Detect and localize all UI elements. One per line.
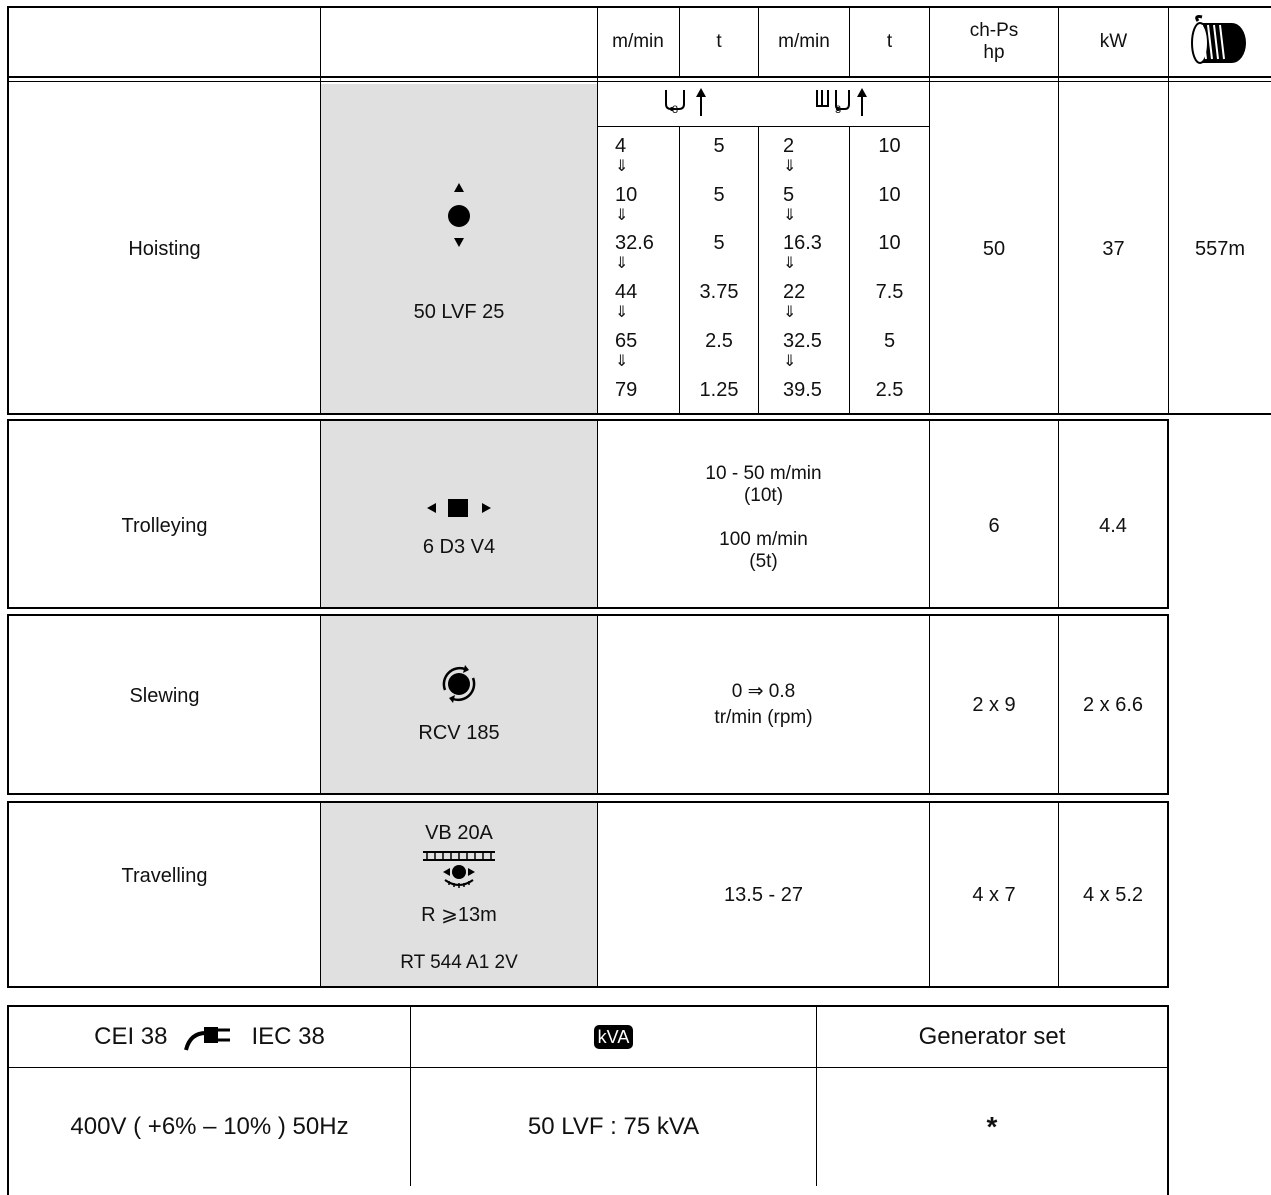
hoisting-bottom-border [7,413,1271,415]
slewing-hp: 2 x 9 [972,693,1016,716]
table-cell: 7.5 [875,281,904,303]
rotation-icon [321,664,597,704]
slewing-mechanism-cell [321,616,597,793]
left-right-arrows-square-icon [321,494,597,522]
down-arrow-icon: ⇓ [783,158,797,175]
slewing-kw: 2 x 6.6 [1082,693,1144,716]
table-cell: 10 [615,184,638,206]
speed-column-1 [597,130,679,410]
down-arrow-icon: ⇓ [615,207,629,224]
col-divider [320,616,321,793]
travelling-hp: 4 x 7 [972,883,1016,906]
reeving-sub-1: 3 [672,104,679,116]
trolleying-speed [598,452,929,584]
reeving-divider [597,126,929,127]
table-cell: 5 [883,330,896,352]
table-cell: 1.25 [699,379,739,401]
down-arrow-icon: ⇓ [783,304,797,321]
trolleying-speed-line2: (10t) [743,485,784,506]
header-speed-2: m/min [778,31,830,52]
table-cell: 10 [878,184,901,206]
down-arrow-icon: ⇓ [783,353,797,370]
header-load-2: t [886,31,893,52]
slewing-speed-line1: 0 ⇒ 0.8 [731,681,796,702]
slewing-speed-line2: tr/min (rpm) [714,707,813,728]
down-arrow-icon: ⇓ [783,207,797,224]
up-down-arrows-dot-icon [321,180,597,250]
kva-badge: kVA [594,1025,634,1049]
header-bottom-border [7,76,1271,78]
standard-right: IEC 38 [251,1023,325,1050]
down-arrow-icon: ⇓ [615,158,629,175]
table-cell: 10 [878,232,901,254]
trolleying-speed-line1: 10 - 50 m/min [705,463,822,484]
table-cell: 2 [783,135,795,157]
table-cell: 3.75 [699,281,739,303]
slewing-speed [598,670,929,740]
hook-2-falls-icon [663,88,687,118]
cable-drum-icon [1169,8,1271,76]
table-cell: 4 [615,135,627,157]
hook-4-falls-icon [814,88,852,118]
travelling-label: Travelling [121,865,208,887]
travelling-speed: 13.5 - 27 [724,883,803,906]
power-rating-value: 50 LVF : 75 kVA [527,1113,700,1140]
table-cell: 39.5 [783,379,822,401]
table-cell: 16.3 [783,232,822,254]
trolleying-speed-line4: (5t) [749,551,778,572]
speed-column-2 [759,130,849,410]
rail-bogie-icon [321,850,597,890]
load-column-2 [850,130,929,410]
up-arrow-icon [693,88,709,118]
travelling-radius: R ⩾13m [421,904,497,926]
header-load-1: t [716,31,722,52]
slewing-label: Slewing [129,685,200,707]
table-cell: 5 [713,135,725,157]
hoisting-hp: 50 [982,237,1006,260]
hoisting-model: 50 LVF 25 [413,301,505,323]
table-cell: 32.6 [615,232,654,254]
table-cell: 65 [615,330,638,352]
up-arrow-icon [854,88,870,118]
trolleying-model: 6 D3 V4 [422,536,496,558]
reeving-sub-2: 3 [835,104,842,116]
standard-left: CEI 38 [94,1023,168,1050]
table-cell: 44 [615,281,638,303]
generator-value: * [986,1111,998,1142]
slewing-model: RCV 185 [418,722,500,744]
hoisting-label: Hoisting [128,237,201,260]
header-bottom-border-2 [7,81,1271,82]
down-arrow-icon: ⇓ [615,255,629,272]
table-cell: 2.5 [875,379,904,401]
trolleying-speed-line3: 100 m/min [719,529,808,550]
power-supply-value: 400V ( +6% – 10% ) 50Hz [70,1113,349,1140]
power-standard-header [9,1007,410,1067]
load-column-1 [680,130,758,410]
kva-header [411,1007,816,1067]
hoisting-kw: 37 [1102,237,1125,260]
trolleying-label: Trolleying [121,515,208,537]
header-speed-1: m/min [612,31,664,52]
table-cell: 10 [878,135,901,157]
trolleying-hp: 6 [988,515,1000,537]
header-power-hp [930,8,1058,76]
table-cell: 32.5 [783,330,822,352]
table-cell: 2.5 [705,330,733,352]
down-arrow-icon: ⇓ [615,304,629,321]
header-hp-line1: ch-Ps [969,20,1019,41]
power-plug-icon [184,1023,236,1051]
header-hp-line2: hp [983,42,1005,63]
trolleying-kw: 4.4 [1099,515,1127,537]
travelling-kw: 4 x 5.2 [1082,883,1144,906]
hoisting-cable-length: 557m [1194,237,1246,260]
table-cell: 5 [713,184,725,206]
travelling-model-top: VB 20A [425,822,493,844]
travelling-model-bottom: RT 544 A1 2V [400,952,518,973]
generator-header: Generator set [918,1023,1066,1050]
table-cell: 5 [713,232,725,254]
table-cell: 5 [783,184,795,206]
header-power-kw: kW [1099,31,1128,52]
down-arrow-icon: ⇓ [615,353,629,370]
down-arrow-icon: ⇓ [783,255,797,272]
table-cell: 79 [615,379,638,401]
table-cell: 22 [783,281,806,303]
